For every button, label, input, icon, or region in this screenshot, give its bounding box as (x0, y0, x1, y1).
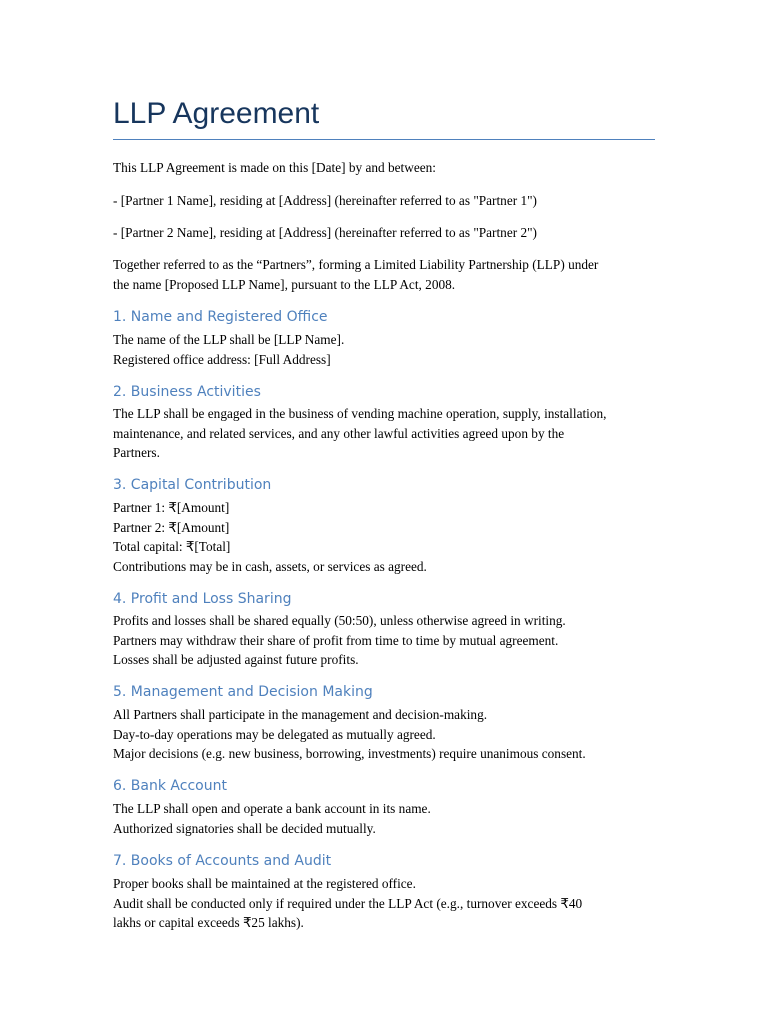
together-line-2: the name [Proposed LLP Name], pursuant to the LLP Act, 2008. (113, 276, 456, 292)
section-5-body (113, 705, 586, 764)
section-1-body (113, 330, 344, 369)
section-6-line-1: The LLP shall open and operate a bank account in its name. (113, 801, 431, 816)
section-7-body (113, 874, 582, 933)
section-2-line-3: Partners. (113, 445, 160, 460)
section-5-line-3: Major decisions (e.g. new business, borrowing, investments) require unanimous consent. (113, 746, 586, 761)
section-2-line-1: The LLP shall be engaged in the business of vending machine operation, supply, installation, (113, 406, 607, 421)
section-3-line-4: Contributions may be in cash, assets, or services as agreed. (113, 558, 427, 574)
section-4-line-3: Losses shall be adjusted against future profits. (113, 652, 359, 667)
section-3-line-2: Partner 2: ₹[Amount] (113, 519, 230, 535)
section-7-line-2: Audit shall be conducted only if required under the LLP Act (e.g., turnover exceeds ₹40 (113, 895, 583, 911)
section-7-line-1: Proper books shall be maintained at the registered office. (113, 876, 416, 891)
section-3-line-1: Partner 1: ₹[Amount] (113, 500, 230, 515)
section-6-heading: 6. Bank Account (113, 778, 227, 794)
section-4-line-2: Partners may withdraw their share of profit from time to time by mutual agreement. (113, 632, 559, 648)
partner-2-line: - [Partner 2 Name], residing at [Address] (hereinafter referred to as "Partner 2") (113, 225, 537, 240)
section-1-heading: 1. Name and Registered Office (113, 309, 328, 325)
partner-1-line: - [Partner 1 Name], residing at [Address] (hereinafter referred to as "Partner 1") (113, 193, 537, 208)
section-2-line-2: maintenance, and related services, and any other lawful activities agreed upon by the (113, 425, 565, 441)
section-2-heading: 2. Business Activities (113, 384, 261, 400)
section-2-body (113, 404, 606, 463)
together-paragraph (113, 255, 598, 294)
section-4-heading: 4. Profit and Loss Sharing (113, 591, 292, 607)
together-line-1: Together referred to as the “Partners”, forming a Limited Liability Partnership (LLP) under (113, 257, 599, 272)
section-6-body (113, 799, 431, 838)
title-underline (113, 139, 655, 140)
section-7-line-3: lakhs or capital exceeds ₹25 lakhs). (113, 915, 304, 930)
section-5-line-1: All Partners shall participate in the management and decision-making. (113, 707, 488, 722)
intro-line: This LLP Agreement is made on this [Date] by and between: (113, 160, 436, 175)
section-3-heading: 3. Capital Contribution (113, 477, 272, 493)
document-title: LLP Agreement (113, 97, 320, 130)
section-1-line-1: The name of the LLP shall be [LLP Name]. (113, 332, 345, 347)
section-1-line-2: Registered office address: [Full Address] (113, 351, 331, 367)
section-4-line-1: Profits and losses shall be shared equally (50:50), unless otherwise agreed in writing. (113, 613, 566, 628)
section-3-body (113, 498, 427, 576)
section-4-body (113, 611, 566, 670)
section-7-heading: 7. Books of Accounts and Audit (113, 853, 332, 869)
section-5-heading: 5. Management and Decision Making (113, 684, 373, 700)
section-5-line-2: Day-to-day operations may be delegated as mutually agreed. (113, 726, 436, 742)
section-3-line-3: Total capital: ₹[Total] (113, 539, 231, 554)
section-6-line-2: Authorized signatories shall be decided mutually. (113, 820, 376, 836)
